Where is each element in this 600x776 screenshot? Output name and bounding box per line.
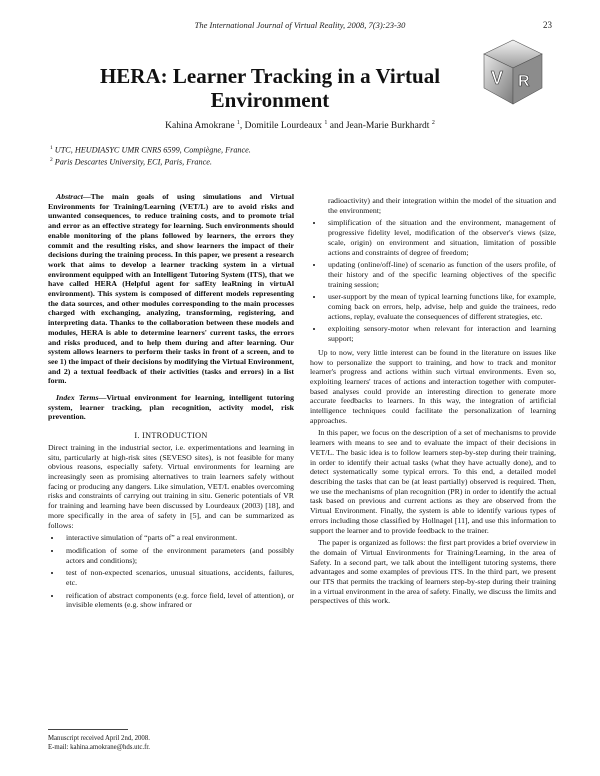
author-affiliation-mark: 1 — [324, 120, 328, 126]
author-affiliation-mark: 1 — [236, 120, 240, 126]
list-item: • simplification of the situation and the environment, management of progressive fidelity level, modification of the observer's views (size, scale, origin) on environment and situation, limitation of possible actions and constraints of degree of freedom; — [324, 218, 556, 257]
page-number: 23 — [543, 20, 552, 30]
affiliation-number: 2 — [50, 157, 53, 163]
list-item: • test of non-expected scenarios, unusual situations, accidents, failures, etc. — [62, 568, 294, 587]
journal-header: The International Journal of Virtual Reality, 2008, 7(3):23-30 — [194, 20, 406, 30]
author-list: Kahina Amokrane $^1$, Domitile Lourdeaux $^1$ and Jean-Marie Burkhardt $^2$ — [165, 120, 435, 132]
affiliation-number: 1 — [50, 145, 53, 151]
author-name: Domitile Lourdeaux — [244, 121, 322, 132]
author-name: Jean-Marie Burkhardt — [345, 121, 430, 132]
potentials-list-continued — [310, 218, 556, 343]
affiliation — [50, 157, 212, 167]
section-heading: I. INTRODUCTION — [134, 431, 208, 441]
index-terms-lead: Index Terms — [56, 393, 99, 403]
ijvr-cube-logo — [482, 38, 544, 106]
left-column — [48, 192, 294, 614]
intro-paragraph: Direct training in the industrial sector, i.e. experimentations and learning in situ, particularly at high-risk sites (SEVESO sites), is not feasible for many obvious reasons, especially safety. Virtual environments for learning are increasingly seen as promising alternatives to train learners safely without facing or producing any dangers. Like simulation, VET/L enables overcoming risks and constraints of carrying out training in situ. Generic potentials of VR for training and learning have been discussed by Lourdeaux (2003) [18], and more specifically in the area of safety in [5], and can be summarized as follows: — [48, 442, 294, 530]
footnote-rule — [48, 729, 128, 730]
body-paragraph: In this paper, we focus on the description of a set of mechanisms to provide learners with means to see and to evaluate the impact of their decisions in VET/L. The basic idea is to follow learners step-by-step during their training, in order to identify their actual tasks (what they have actually done), and to detect systematically some typical errors. To this end, a detailed model describing the tasks that can be (at least partially) observed is required. Then, we use the mechanisms of plan recognition (PR) in order to identify the actual task based on previous and current actions as they are observed from the Virtual Environment. Finally, the system is able to identify various types of errors including those classified by Hollnagel [11], and use this information to support the learner and to provide feedback to the trainer. — [310, 428, 556, 535]
svg-text:V: V — [491, 68, 504, 88]
body-paragraph: The paper is organized as follows: the first part provides a brief overview in the domain of Virtual Environments for Training/Learning, in the area of Safety. In a second part, we talk about the intelligent tutoring systems, there advantages and some examples of previous ITS. In the third part, we present our ITS that permits the tracking of learners step-by-step during their training in a virtual environment in the area of safety. Finally, we discuss the limits and perspectives of this work. — [310, 538, 556, 606]
list-item: • user-support by the mean of typical learning functions like, for example, coming back on errors, help, advise, help and guide the trainees, redo actions, replay, evaluate the consequences of different strategies, etc. — [324, 292, 556, 321]
affiliation-text: Paris Descartes University, ECI, Paris, France. — [54, 157, 212, 167]
index-terms — [48, 393, 294, 422]
body-paragraph: Up to now, very little interest can be found in the literature on issues like how to personalize the support to training, and how to track and monitor learner's progress and actions within such virtual environments. Even so, exploiting learners' traces of actions and interaction together with computer-based analyses could provide an interesting direction to generate more accurate feedbacks to learners. In this way, the integration of artificial intelligence techniques could facilitate the personalization of learning approaches. — [310, 347, 556, 425]
affiliation-text: UTC, HEUDIASYC UMR CNRS 6599, Compiègne, France. — [54, 145, 251, 155]
footnote — [48, 734, 294, 752]
abstract-lead: Abstract — [56, 192, 83, 201]
abstract — [48, 192, 294, 386]
list-item: • interactive simulation of “parts of” a real environment. — [62, 533, 294, 543]
list-continuation: radioactivity) and their integration within the model of the situation and the environment; — [328, 196, 556, 215]
list-item: • updating (online/off-line) of scenario as function of the users profile, of their history and of the specific learning objectives of the specific training session; — [324, 260, 556, 289]
affiliation — [50, 145, 251, 155]
abstract-text: —The main goals of using simulations and Virtual Environments for Training/Learning (VET/L) are to avoid risks and unwanted consequences, to reduce training costs, and to promote trial and error as an effective strategy for learning. Such environments should enable monitoring of the plans followed by learners, the errors they commit and the resulting risks, and show learners the impact of their decisions during the training process. In this paper, we present a research work that aims to develop a learner tracking system in a virtual environment equipped with an Intelligent Tutoring System (ITS), that we have called HERA (Helpful agent for safEty leaRning in virtuAl environment). This system is composed of different models representing the data sources, and other modules corresponding to the main processes charged with exchanging, analyzing, transforming, registering, and interpreting data. Thanks to the collaboration between these models and modules, HERA is able to determine learners' current tasks, the errors and risks produced, and to help them during and after learning. Our system allows learners to perform their tasks in front of a screen, and to see 1) the impact of their decisions by modifying the Virtual Environment, and 2) a textual feedback of their activities (tasks and errors) in a list form. — [48, 192, 294, 386]
svg-text:R: R — [518, 73, 530, 90]
list-item: • modification of some of the environment parameters (and possibly actors and conditions); — [62, 546, 294, 565]
paper-title: HERA: Learner Tracking in a Virtual Environment — [99, 64, 441, 112]
author-affiliation-mark: 2 — [431, 120, 435, 126]
author-name: Kahina Amokrane — [165, 121, 235, 132]
contact-email: E-mail: kahina.amokrane@hds.utc.fr. — [48, 744, 150, 751]
right-column — [310, 196, 556, 609]
potentials-list — [48, 533, 294, 610]
list-item: • reification of abstract components (e.g. force field, level of attention), or invisible elements (e.g. show infrared or — [62, 591, 294, 610]
index-terms-text: —Virtual environment for learning, intelligent tutoring system, learner tracking, plan recognition, activity model, risk prevention. — [48, 393, 294, 422]
list-item: • exploiting sensory-motor when relevant for interaction and learning support; — [324, 324, 556, 343]
manuscript-received: Manuscript received April 2nd, 2008. — [48, 735, 150, 742]
